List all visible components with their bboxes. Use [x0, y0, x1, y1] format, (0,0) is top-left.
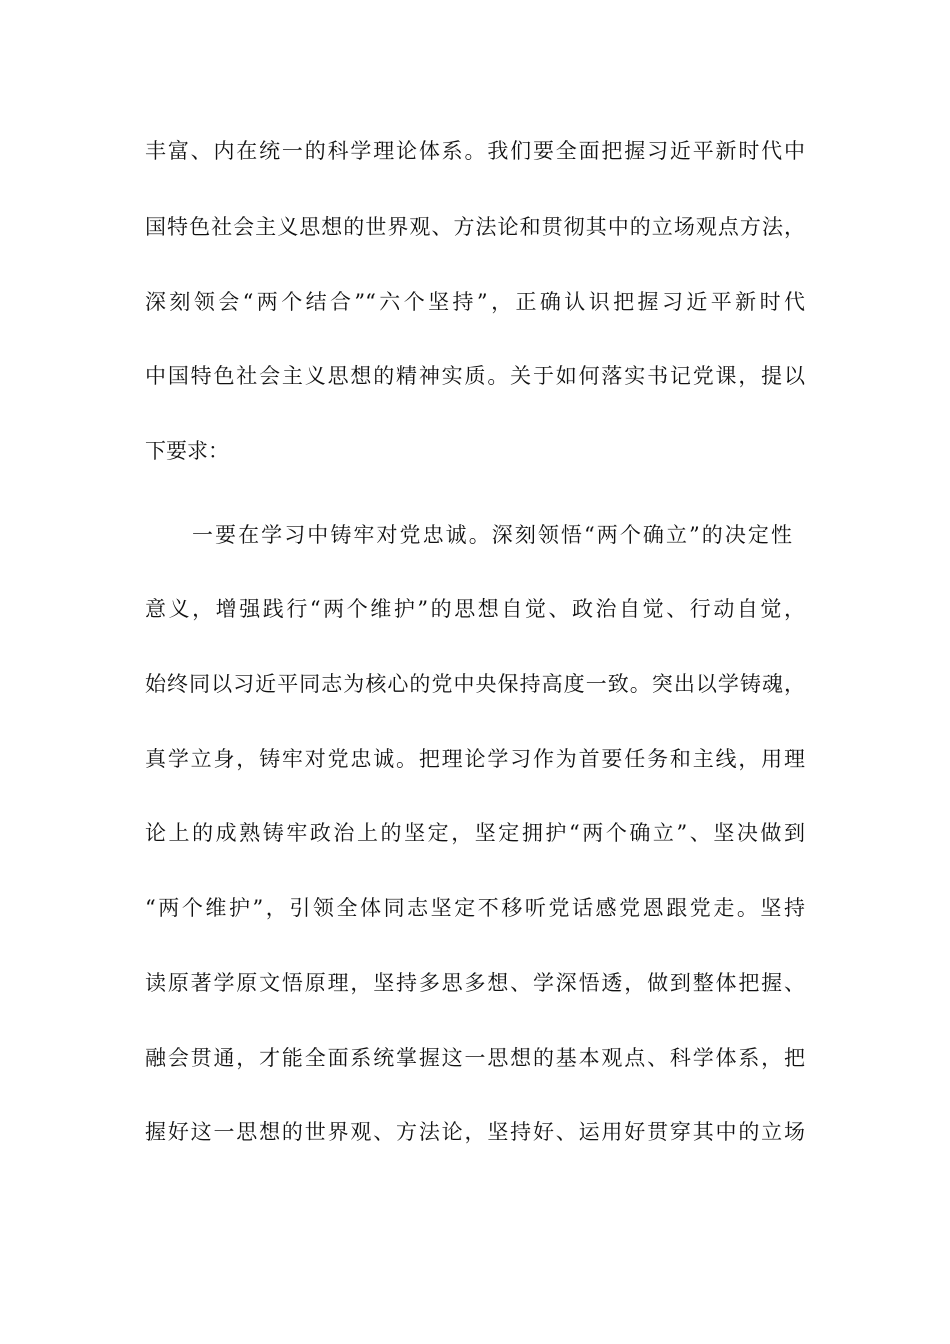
text-line: 中国特色社会主义思想的精神实质。关于如何落实书记党课，提以: [145, 364, 805, 388]
text-line: 意义，增强践行“两个维护”的思想自觉、政治自觉、行动自觉，: [145, 597, 805, 621]
text-line: 论上的成熟铸牢政治上的坚定，坚定拥护“两个确立”、坚决做到: [145, 821, 805, 845]
text-line: 丰富、内在统一的科学理论体系。我们要全面把握习近平新时代中: [145, 139, 805, 163]
text-line: 深刻领会“两个结合”“六个坚持”，正确认识把握习近平新时代: [145, 290, 805, 314]
text-line: “两个维护”，引领全体同志坚定不移听党话感党恩跟党走。坚持: [145, 896, 805, 920]
text-line: 融会贯通，才能全面系统掌握这一思想的基本观点、科学体系，把: [145, 1046, 805, 1070]
text-line: 国特色社会主义思想的世界观、方法论和贯彻其中的立场观点方法，: [145, 215, 805, 239]
paragraph-first-line: 一要在学习中铸牢对党忠诚。深刻领悟“两个确立”的决定性: [192, 523, 792, 547]
text-line: 下要求：: [145, 439, 229, 463]
text-line: 真学立身，铸牢对党忠诚。把理论学习作为首要任务和主线，用理: [145, 747, 805, 771]
text-line: 始终同以习近平同志为核心的党中央保持高度一致。突出以学铸魂，: [145, 672, 805, 696]
text-line: 读原著学原文悟原理，坚持多思多想、学深悟透，做到整体把握、: [145, 971, 805, 995]
text-line: 握好这一思想的世界观、方法论，坚持好、运用好贯穿其中的立场: [145, 1120, 805, 1144]
